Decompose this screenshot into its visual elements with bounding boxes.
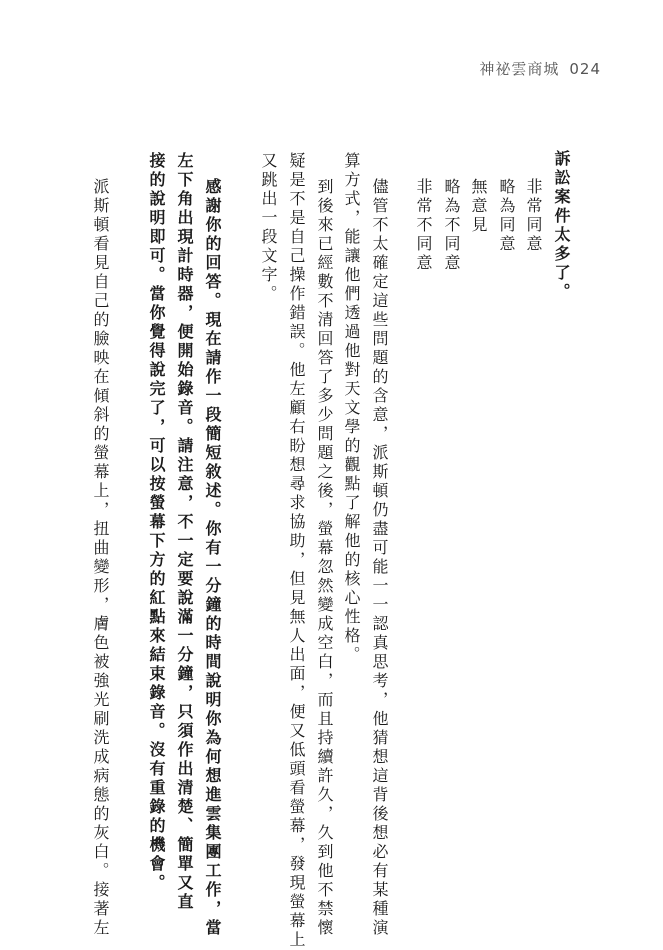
- survey-statement: 訴訟案件太多了。: [552, 150, 571, 302]
- screen-prompt-line: 感謝你的回答。現在請作一段簡短敘述。你有一分鐘的時間說明你為何想進雲集團工作，當: [203, 178, 222, 938]
- body-paragraph-line: 疑是不是自己操作錯誤。他左顧右盼想尋求協助，但見無人出面，便又低頭看螢幕，發現螢幕上: [287, 152, 306, 950]
- body-paragraph-line: 算方式，能讓他們透過他對天文學的觀點了解他的核心性格。: [342, 152, 361, 665]
- body-paragraph-line: 又跳出一段文字。: [259, 152, 278, 304]
- screen-prompt-line: 接的說明即可。當你覺得說完了，可以按螢幕下方的紅點來結束錄音。沒有重錄的機會。: [147, 152, 166, 893]
- option-strongly-disagree: 非常不同意: [414, 178, 433, 273]
- running-header: [479, 58, 601, 79]
- body-paragraph-line: 派斯頓看見自己的臉映在傾斜的螢幕上，扭曲變形，膚色被強光刷洗成病態的灰白。接著左: [91, 178, 110, 938]
- screen-prompt-line: 左下角出現計時器，便開始錄音。請注意，不一定要說滿一分鐘，只須作出清楚、簡單又直: [175, 152, 194, 912]
- page-number: 024: [569, 60, 601, 78]
- body-paragraph-line: 儘管不太確定這些問題的含意，派斯頓仍盡可能一一認真思考，他猜想這背後想必有某種演: [370, 178, 389, 938]
- option-somewhat-agree: 略為同意: [497, 178, 516, 254]
- book-title: 神祕雲商城: [479, 60, 560, 78]
- body-paragraph-line: 到後來已經數不清回答了多少問題之後，螢幕忽然變成空白，而且持續許久，久到他不禁懷: [315, 178, 334, 938]
- option-neutral: 無意見: [469, 178, 488, 235]
- option-strongly-agree: 非常同意: [524, 178, 543, 254]
- option-somewhat-disagree: 略為不同意: [442, 178, 461, 273]
